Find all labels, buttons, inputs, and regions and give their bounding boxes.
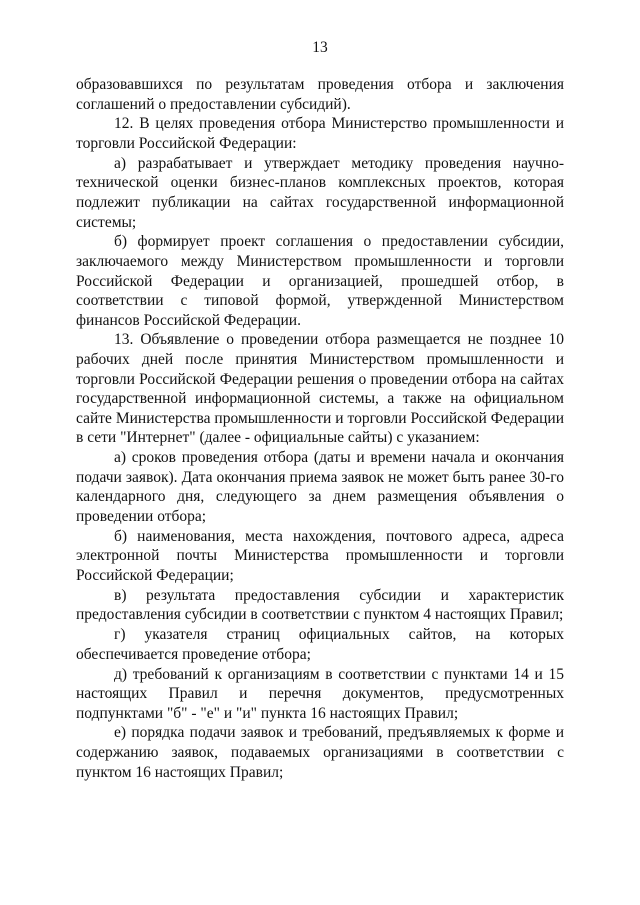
paragraph: б) формирует проект соглашения о предоставлении субсидии, заключаемого между Министерством промышленности и торговли Российской Федерации и организацией, прошедшей отбор, в соответствии с типовой формой, утвержденной Министерством финансов Российской Федерации. [76,233,564,329]
paragraph: в) результата предоставления субсидии и характеристик предоставления субсидии в соответствии с пунктом 4 настоящих Правил; [76,586,564,624]
paragraph: 12. В целях проведения отбора Министерство промышленности и торговли Российской Федерации: [76,115,564,152]
paragraph: б) наименования, места нахождения, почтового адреса, адреса электронной почты Министерства промышленности и торговли Российской Федерации; [76,527,564,584]
paragraph: д) требований к организациям в соответствии с пунктами 14 и 15 настоящих Правил и перечня документов, предусмотренных подпунктами "б" - "е" и "и" пункта 16 настоящих Правил; [76,665,564,722]
page-number: 13 [312,39,328,56]
paragraph: е) порядка подачи заявок и требований, предъявляемых к форме и содержанию заявок, подаваемых организациями в соответствии с пунктом 16 настоящих Правил; [76,724,564,781]
paragraph: образовавшихся по результатам проведения отбора и заключения соглашений о предоставлении субсидий). [76,76,564,113]
paragraph: г) указателя страниц официальных сайтов, на которых обеспечивается проведение отбора; [76,626,564,663]
paragraph: а) сроков проведения отбора (даты и времени начала и окончания подачи заявок). Дата окончания приема заявок не может быть ранее 30-го календарного дня, следующего за днем размещения объявления о проведении отбора; [76,449,564,525]
paragraph: а) разрабатывает и утверждает методику проведения научно-технической оценки бизнес-планов комплексных проектов, которая подлежит публикации на сайтах государственной информационной системы; [76,154,564,231]
paragraph: 13. Объявление о проведении отбора размещается не позднее 10 рабочих дней после принятия Министерством промышленности и торговли Российской Федерации решения о проведении отбора на сайтах государственной информационной системы, а также на официальном сайте Министерства промышленности и торговли Российской Федерации в сети "Интернет" (далее - официальные сайты) с указанием: [76,331,564,447]
document-body [76,75,564,782]
